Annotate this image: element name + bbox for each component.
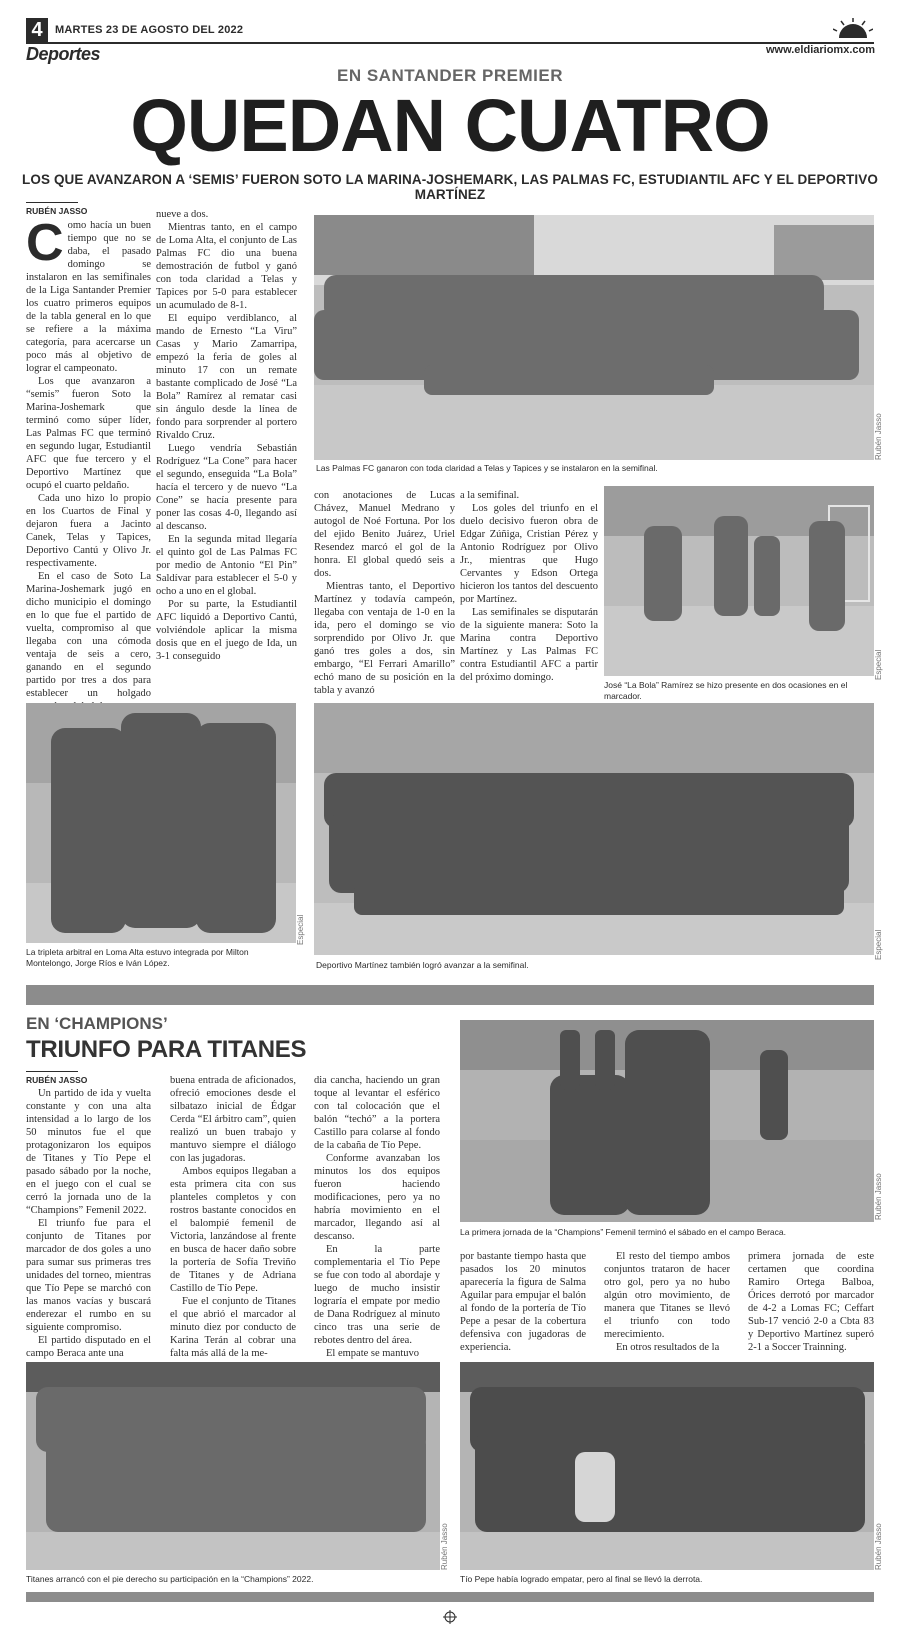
story1-deck: LOS QUE AVANZARON A ‘SEMIS’ FUERON SOTO LA MARINA-JOSHEMARK, LAS PALMAS FC, ESTUDIANTIL AFC Y EL DEPORTIVO MARTÍNEZ [22, 172, 878, 202]
paragraph: Mientras tanto, en el campo de Loma Alta, el conjunto de Las Palmas FC dio una buena demostración de futbol y ganó con toda claridad a Telas y Tapices por 5-0 para establecer un acumulado de 8-1. [156, 222, 297, 311]
story2-column-6 [748, 1250, 874, 1360]
paragraph: Los goles del triunfo en el duelo decisivo fueron obra de Edgar Zúñiga, Cristian Pérez y Antonio Rodríguez por Olivo Jr., mientras que Hugo Cervantes y Edson Ortega hicieron los tantos del descuento por Martínez. [460, 503, 598, 605]
story2-column-4 [460, 1250, 586, 1360]
photo-referees [26, 703, 296, 943]
sun-logo-icon [833, 18, 873, 40]
story1-column-3 [314, 489, 455, 696]
paragraph: por bastante tiempo hasta que pasados los 20 minutos aparecería la figura de Salma Aguilar para empujar el balón al fondo de la portería de Tío Pepe a pesar de la cobertura defensiva con jugadoras de experiencia. [460, 1251, 586, 1353]
paragraph: Los que avanzaron a “semis” fueron Soto la Marina-Joshemark que terminó como súper líder, Las Palmas FC que terminó en segundo lugar, Estudiantil AFC que fue tercero y el Deportivo Martínez que ocupó el cuarto peldaño. [26, 376, 151, 491]
paragraph: dia cancha, haciendo un gran toque al levantar el esférico con tal colocación que el balón “techó” a la portera Castillo para colarse al fondo de la cabaña de Tío Pepe. [314, 1075, 440, 1151]
section-name: Deportes [26, 44, 101, 64]
paragraph: El equipo verdiblanco, al mando de Ernesto “La Viru” Casas y Mario Zamarripa, empezó la feria de goles al minuto 17 con un remate bastante complicado de José “La Bola” Ramírez al rematar casi sin ángulo desde la línea de fondo para sorprender al portero Rivaldo Cruz. [156, 313, 297, 441]
paragraph: En el caso de Soto La Marina-Joshemark jugó en dicho municipio el domingo en lo que fue el partido de vuelta, compromiso al que llegaba con una cómoda ventaja de seis a cero, ganando en el segundo partido por tres a dos para establecer un holgado [26, 571, 151, 699]
photo-caption: Las Palmas FC ganaron con toda claridad a Telas y Tapices y se instalaron en la semifinal. [316, 463, 658, 473]
paragraph: omo hacía un buen tiempo que no se daba, el pasado domingo se instalaron en las semifinales de la Liga Santander Premier los cuatro primeros equipos de la tabla general en lo que se refiere a la máxima categoría, para acercarse un poco más al objetivo de lograr el campeonato. [26, 220, 151, 374]
story2-column-3 [314, 1074, 440, 1357]
story1-column-4 [460, 489, 598, 689]
paragraph: El resto del tiempo ambos conjuntos trataron de hacer otro gol, pero ya no hubo algún otro movimiento, de manera que Titanes se llevó el triunfo con todo merecimiento. [604, 1251, 730, 1340]
paragraph: El empate se mantuvo [326, 1348, 420, 1359]
paragraph: En otros resultados de la [616, 1342, 720, 1353]
photo-caption: La tripleta arbitral en Loma Alta estuvo integrada por Milton Montelongo, Jorge Ríos e Iván López. [26, 947, 249, 968]
byline-rule [26, 202, 78, 203]
photo-deportivo-martinez-team [314, 703, 874, 955]
paragraph: Fue el conjunto de Titanes el que abrió el marcador al minuto diez por conducto de Karina Terán al cobrar una falta más allá de la me- [170, 1296, 296, 1359]
story2-kicker: EN ‘CHAMPIONS’ [26, 1014, 168, 1033]
photo-credit: Rubén Jasso [874, 413, 883, 460]
story1-column-2 [156, 208, 297, 688]
photo-champions-match-action [460, 1020, 874, 1222]
photo-credit: Especial [874, 929, 883, 960]
photo-credit: Especial [874, 649, 883, 680]
photo-la-bola-action [604, 486, 874, 676]
byline-rule [26, 1071, 78, 1072]
story1-column-1 [26, 214, 151, 699]
photo-credit: Rubén Jasso [440, 1523, 449, 1570]
photo-credit: Especial [296, 914, 305, 945]
photo-caption: Deportivo Martínez también logró avanzar a la semifinal. [316, 960, 529, 970]
paragraph: Mientras tanto, el Deportivo Martínez y todavía campeón, llegaba con ventaja de 1-0 en la ida, pero el domingo se vio sorprendido por Olivo Jr. que ganó tres goles a dos, sin embargo, “El Ferrari Amarillo” echó mano de su posición en la tabla y avanzó [314, 581, 455, 696]
photo-credit: Rubén Jasso [874, 1523, 883, 1570]
photo-las-palmas-team [314, 215, 874, 460]
paragraph: En la parte complementaria el Tío Pepe se fue con todo al abordaje y luego de mucho insistir lograría el empate por medio de Dana Rodríguez al minuto cinco tras una serie de rebotes dentro del área. [314, 1244, 440, 1346]
photo-caption: La primera jornada de la “Champions” Femenil terminó el sábado en el campo Beraca. [460, 1227, 787, 1237]
photo-credit: Rubén Jasso [874, 1173, 883, 1220]
paragraph: Las semifinales se disputarán de la siguiente manera: Soto la Marina contra Deportivo Martínez y Las Palmas FC contra Estudiantil AFC a partir del próximo domingo. [460, 607, 598, 683]
paragraph: En la segunda mitad llegaría el quinto gol de Las Palmas FC por medio de Antonio “El Pin” Saldívar para establecer el 5-0 y ocho a uno en el global. [156, 534, 297, 597]
story2-byline: RUBÉN JASSO [26, 1075, 88, 1085]
photo-titanes-team [26, 1362, 440, 1570]
paragraph: Cada uno hizo lo propio en los Cuartos de Final y dejaron fuera a Jacinto Canek, Telas y Tapices, Deportivo Cantú y Olivo Jr. respectivamente. [26, 493, 151, 569]
dateline: MARTES 23 DE AGOSTO DEL 2022 [55, 24, 244, 36]
paragraph: Ambos equipos llegaban a esta primera cita con sus planteles completos y con rostros bastante conocidos en el balompié femenil de Victoria, lanzándose al frente en busca de hacer daño sobre la portería de Sofía Treviño de Titanes y de Adriana Castillo de Tío Pepe. [170, 1166, 296, 1294]
paragraph: con anotaciones de Lucas Chávez, Manuel Medrano y autogol de Noé Fortuna. Por los del ejido Benito Juárez, Uriel Resendez marcó el gol de la honra. El global quedó seis a dos. [314, 490, 455, 579]
story2-column-5 [604, 1250, 730, 1360]
story1-headline: QUEDAN CUATRO [130, 84, 770, 167]
section-separator [26, 985, 874, 1005]
paragraph: Por su parte, la Estudiantil AFC liquidó a Deportivo Cantú, volviéndole aplicar la misma dosis que en el juego de Ida, un 3-1 conseguido [156, 599, 297, 662]
paragraph: nueve a dos. [156, 209, 209, 220]
paragraph: Un partido de ida y vuelta constante y con una alta intensidad a lo largo de los 50 minutos fue el que protagonizaron los equipos de Titanes y Tío Pepe el pasado sábado por la noche, en el juego con el cual se cerró la jornada uno de la “Champions” Femenil 2022. [26, 1088, 151, 1216]
story2-column-2 [170, 1074, 296, 1357]
story1-byline: RUBÉN JASSO [26, 206, 88, 216]
story2-column-1 [26, 1087, 151, 1357]
paragraph: buena entrada de aficionados, ofreció emociones desde el silbatazo inicial de Édgar Cerda “El árbitro cam”, quien realizó un buen trabajo y mantuvo siempre el diálogo con las jugadoras. [170, 1075, 296, 1164]
paragraph: El partido disputado en el campo Beraca ante una [26, 1335, 151, 1359]
dropcap: C [26, 214, 64, 272]
paragraph: primera jornada de este certamen que coordina Ramiro Ortega Balboa, Órices derrotó por marcador de 4-2 a Lomas FC; Ceffart Sub-17 venció 2-0 a Cbta 83 y Deportivo Martínez superó 2-1 a Soccer Trainning. [748, 1251, 874, 1353]
registration-mark-icon [442, 1610, 458, 1624]
website-url[interactable]: www.eldiariomx.com [765, 44, 875, 56]
page-number: 4 [26, 18, 48, 42]
story1-kicker: EN SANTANDER PREMIER [337, 66, 563, 85]
photo-caption: Tío Pepe había logrado empatar, pero al final se llevó la derrota. [460, 1574, 703, 1584]
footer-band [26, 1592, 874, 1602]
paragraph: Conforme avanzaban los minutos los dos equipos fueron haciendo modificaciones, pero ya no habría movimiento en el marcador, llegando así al descanso. [314, 1153, 440, 1242]
paragraph: a la semifinal. [460, 490, 520, 501]
photo-tio-pepe-team [460, 1362, 874, 1570]
photo-caption: Titanes arrancó con el pie derecho su participación en la “Champions” 2022. [26, 1574, 314, 1584]
story2-headline: TRIUNFO PARA TITANES [26, 1036, 307, 1063]
paragraph: El triunfo fue para el conjunto de Titanes por marcador de dos goles a uno para sumar sus primeras tres unidades del torneo, mientras que Tío Pepe se marchó con las manos vacías y buscará enderezar el rumbo en su siguiente compromiso. [26, 1218, 151, 1333]
paragraph: Luego vendría Sebastián Rodríguez “La Cone” para hacer el segundo, enseguida “La Bola” hacía el tercero y de nuevo “La Cone” se hacía presente para poner las cosas 4-0, llegando así al descanso. [156, 443, 297, 532]
photo-caption: José “La Bola” Ramírez se hizo presente en dos ocasiones en el marcador. [604, 680, 848, 701]
